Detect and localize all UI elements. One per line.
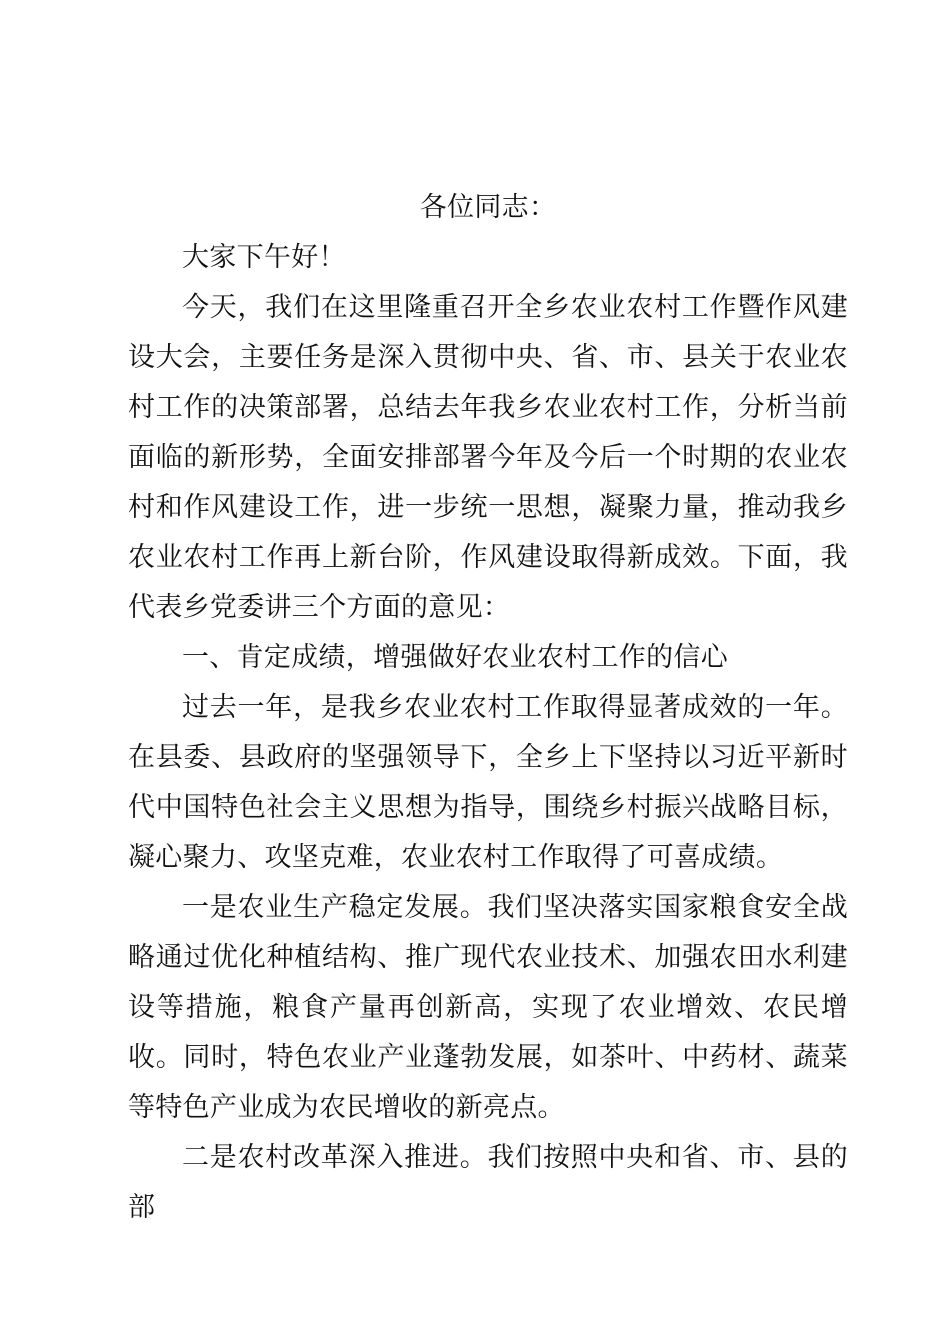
- greeting-paragraph: 大家下午好！: [182, 242, 346, 273]
- section-heading: 一、肯定成绩，增强做好农业农村工作的信心: [182, 642, 728, 673]
- document-body: [128, 183, 848, 1233]
- salutation: 各位同志：: [419, 192, 557, 223]
- reform-paragraph: 二是农村改革深入推进。我们按照中央和省、市、县的部: [128, 1142, 848, 1223]
- achievement-paragraph: 过去一年，是我乡农业农村工作取得显著成效的一年。在县委、县政府的坚强领导下，全乡上下坚持以习近平新时代中国特色社会主义思想为指导，围绕乡村振兴战略目标，凝心聚力、攻坚克难，农业农村工作取得了可喜成绩。: [128, 692, 848, 873]
- intro-paragraph: 今天，我们在这里隆重召开全乡农业农村工作暨作风建设大会，主要任务是深入贯彻中央、省、市、县关于农业农村工作的决策部署，总结去年我乡农业农村工作，分析当前面临的新形势，全面安排部署今年及今后一个时期的农业农村和作风建设工作，进一步统一思想，凝聚力量，推动我乡农业农村工作再上新台阶，作风建设取得新成效。下面，我代表乡党委讲三个方面的意见：: [128, 292, 848, 623]
- agriculture-paragraph: 一是农业生产稳定发展。我们坚决落实国家粮食安全战略通过优化种植结构、推广现代农业技术、加强农田水利建设等措施，粮食产量再创新高，实现了农业增效、农民增收。同时，特色农业产业蓬勃发展，如茶叶、中药材、蔬菜等特色产业成为农民增收的新亮点。: [128, 892, 848, 1123]
